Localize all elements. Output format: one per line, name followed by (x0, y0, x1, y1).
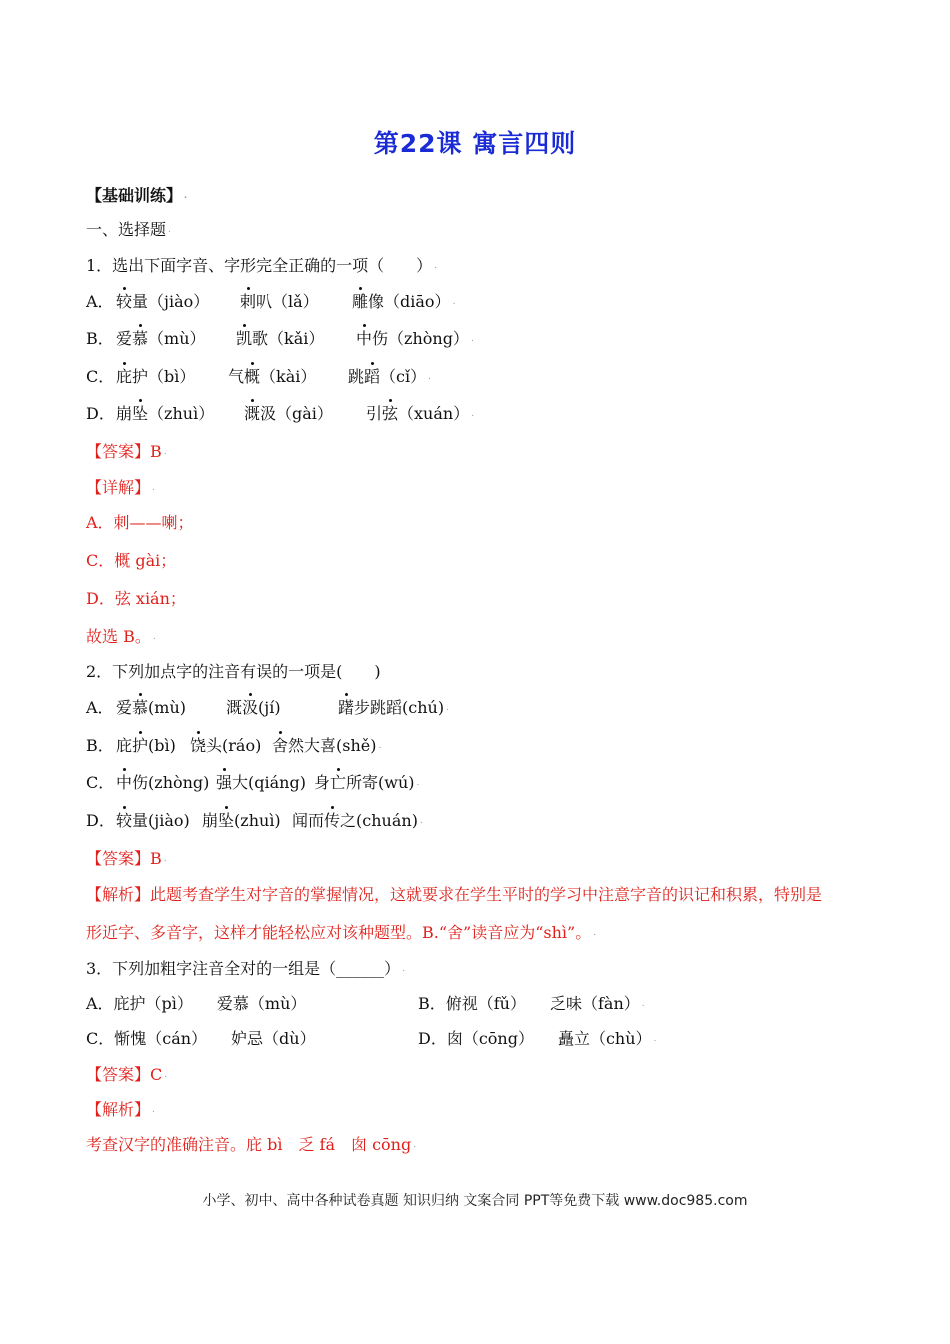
option-term (116, 697, 226, 719)
option-term (228, 366, 348, 388)
paragraph-mark: . (446, 703, 449, 713)
text-segment: 形近字、多音字，这样才能轻松应对该种题型。B.“舍”读音应为“shì”。 (86, 923, 592, 942)
emphasis-dot-char: 坠 (218, 811, 235, 830)
paragraph-mark: . (452, 297, 456, 307)
emphasis-dot-char: 饶 (190, 736, 207, 755)
paragraph-mark: . (163, 854, 167, 864)
text-segment: （xuán） (398, 404, 470, 423)
emphasis-dot-char: 蹈 (364, 367, 381, 386)
text-segment: 1．选出下面字音、字形完全正确的一项（ ） (86, 256, 433, 275)
text-segment: 一、选择题 (86, 220, 167, 239)
paragraph-mark: . (419, 816, 423, 826)
option-term (116, 403, 244, 425)
text-segment: 所寄(wú) (346, 773, 415, 792)
q3-option-d (418, 1028, 656, 1050)
emphasis-dot-char: 庇 (116, 367, 133, 386)
q1-option-d (86, 403, 474, 425)
q2-analysis: 【解析】此题考查学生对字音的掌握情况，这就要求在学生平时的学习中注意字音的识记和积累，特别是 (86, 885, 823, 904)
paragraph-mark: . (428, 372, 431, 382)
text-segment: 护（bì） (132, 367, 196, 386)
page-footer: 小学、初中、高中各种试卷真题 知识归纳 文案合同 PPT等免费下载 www.doc985.com (202, 1193, 748, 1209)
paragraph-mark: . (470, 334, 474, 344)
text-segment: 【详解】 (86, 478, 151, 497)
text-segment: B． (86, 329, 114, 348)
paragraph-mark: . (416, 778, 420, 788)
text-segment: 伤（zhòng） (372, 329, 469, 348)
q2-option-b (86, 735, 381, 757)
emphasis-dot-char: 剌 (240, 292, 257, 311)
text-segment: 引 (366, 404, 383, 423)
paragraph-mark: . (641, 999, 645, 1009)
q3-option-c: C．惭愧（cán） 妒忌（dù） (86, 1029, 316, 1048)
q2-option-c (86, 772, 419, 794)
option-term (292, 810, 418, 832)
text-segment: D． (86, 811, 115, 830)
text-segment: 像（diāo） (368, 292, 451, 311)
q1-option-b (86, 328, 474, 350)
option-term (116, 291, 240, 313)
emphasis-dot-char: 慕 (132, 329, 149, 348)
emphasis-dot-char: 概 (244, 367, 261, 386)
paragraph-mark: . (152, 483, 155, 493)
emphasis-dot-char: 凯 (236, 329, 253, 348)
q3-answer (86, 1064, 167, 1086)
emphasis-dot-char: 亡 (330, 773, 347, 792)
text-segment: 之(chuán) (340, 811, 418, 830)
text-segment: (zhuì) (234, 811, 281, 830)
paragraph-mark: . (593, 928, 597, 938)
text-segment: 叭（lǎ） (256, 292, 319, 311)
q1-option-a (86, 291, 455, 313)
option-term (338, 697, 444, 719)
text-segment: 爱 (116, 698, 133, 717)
option-term (190, 735, 272, 757)
question-1-stem (86, 255, 437, 277)
text-segment: B． (86, 736, 114, 755)
emphasis-dot-char: 强 (216, 773, 233, 792)
text-segment: 庇 (116, 736, 133, 755)
text-segment: 溉 (226, 698, 243, 717)
option-term (116, 810, 202, 832)
text-segment: (jí) (258, 698, 281, 717)
text-segment: 头(ráo) (206, 736, 262, 755)
text-segment: 爱 (116, 329, 133, 348)
option-term (272, 735, 377, 757)
q2-option-a (86, 697, 449, 719)
paragraph-mark: . (413, 1140, 417, 1150)
option-term (356, 328, 469, 350)
paragraph-mark: . (152, 1105, 155, 1115)
section-heading (86, 185, 187, 207)
text-segment: （cǐ） (380, 367, 427, 386)
text-segment: 然大喜(shě) (288, 736, 377, 755)
text-segment: (bì) (148, 736, 176, 755)
q3-option-a: A．庇护（pì） 爱慕（mù） (86, 994, 307, 1013)
paragraph-mark: . (163, 447, 167, 457)
emphasis-dot-char: 汲 (242, 698, 259, 717)
paragraph-mark: . (152, 632, 156, 642)
q2-answer (86, 848, 167, 870)
emphasis-dot-char: 雕 (352, 292, 369, 311)
q3-analysis (86, 1134, 416, 1156)
option-term (116, 328, 236, 350)
text-segment: 崩 (202, 811, 219, 830)
text-segment: （kài） (260, 367, 317, 386)
emphasis-dot-char: 舍 (272, 736, 289, 755)
q1-option-c (86, 366, 431, 388)
text-segment: 闻而 (292, 811, 325, 830)
section-type (86, 219, 171, 241)
text-segment: 伤(zhòng) (132, 773, 210, 792)
text-segment: （zhuì） (148, 404, 215, 423)
text-segment: 3．下列加粗字注音全对的一组是（______） (86, 959, 401, 978)
option-term (244, 403, 366, 425)
paragraph-mark: . (168, 225, 171, 235)
paragraph-mark: . (184, 191, 188, 201)
option-term (314, 772, 415, 794)
page-title: 第22课 寓言四则 (373, 129, 577, 158)
text-segment: 故选 B。 (86, 627, 151, 646)
question-2-stem: 2．下列加点字的注音有误的一项是( ) (86, 662, 381, 681)
q2-option-d (86, 810, 423, 832)
emphasis-dot-char: 中 (356, 329, 373, 348)
text-segment: 跳 (348, 367, 365, 386)
q1-detail-line: A．刺——喇； (86, 513, 194, 532)
paragraph-mark: . (434, 261, 438, 271)
option-term (352, 291, 451, 313)
option-term (226, 697, 338, 719)
text-segment: D． (86, 404, 115, 423)
option-term (366, 403, 469, 425)
emphasis-dot-char: 躇 (338, 698, 355, 717)
text-segment: 量(jiào) (132, 811, 190, 830)
text-segment: D．囱（cōng） 矗立（chù） (418, 1029, 652, 1048)
q3-analysis-heading (86, 1099, 155, 1121)
text-segment: C． (86, 773, 115, 792)
emphasis-dot-char: 中 (116, 773, 133, 792)
text-segment: 量（jiào） (132, 292, 210, 311)
q3-option-b (418, 993, 645, 1015)
option-term (216, 772, 314, 794)
option-term (240, 291, 352, 313)
text-segment: 气 (228, 367, 245, 386)
text-segment: 身 (314, 773, 331, 792)
emphasis-dot-char: 护 (132, 736, 149, 755)
option-term (116, 772, 216, 794)
q1-conclusion (86, 626, 156, 648)
text-segment: A． (86, 698, 114, 717)
text-segment: 考查汉字的准确注音。庇 bì 乏 fá 囱 cōng (86, 1135, 412, 1154)
emphasis-dot-char: 较 (116, 811, 133, 830)
text-segment: 崩 (116, 404, 133, 423)
q1-detail-line: D．弦 xián； (86, 589, 186, 608)
emphasis-dot-char: 溉 (244, 404, 261, 423)
text-segment: 【答案】C (86, 1065, 163, 1084)
emphasis-dot-char: 坠 (132, 404, 149, 423)
emphasis-dot-char: 传 (324, 811, 341, 830)
option-term (348, 366, 426, 388)
text-segment: 【答案】B (86, 849, 162, 868)
emphasis-dot-char: 慕 (132, 698, 149, 717)
q1-answer (86, 441, 167, 463)
option-term (116, 735, 190, 757)
text-segment: 歌（kǎi） (252, 329, 325, 348)
option-term (116, 366, 228, 388)
emphasis-dot-char: 弦 (382, 404, 399, 423)
q1-detail-heading (86, 477, 155, 499)
paragraph-mark: . (402, 964, 406, 974)
text-segment: 【答案】B (86, 442, 162, 461)
question-3-stem (86, 958, 405, 980)
paragraph-mark: . (653, 1034, 657, 1044)
text-segment: 大(qiáng) (232, 773, 306, 792)
text-segment: A． (86, 292, 114, 311)
paragraph-mark: . (378, 741, 382, 751)
option-term (202, 810, 292, 832)
text-segment: (mù) (148, 698, 186, 717)
option-term (236, 328, 356, 350)
text-segment: 汲（gài） (260, 404, 333, 423)
text-segment: C． (86, 367, 115, 386)
text-segment: （mù） (148, 329, 206, 348)
paragraph-mark: . (164, 1070, 168, 1080)
text-segment: 【基础训练】 (86, 186, 183, 205)
emphasis-dot-char: 较 (116, 292, 133, 311)
text-segment: 【解析】 (86, 1100, 151, 1119)
text-segment: 步跳蹈(chú) (354, 698, 445, 717)
q1-detail-line: C．概 gài； (86, 551, 177, 570)
paragraph-mark: . (471, 409, 475, 419)
text-segment: B．俯视（fǔ） 乏味（fàn） (418, 994, 640, 1013)
q2-analysis-cont (86, 922, 596, 944)
